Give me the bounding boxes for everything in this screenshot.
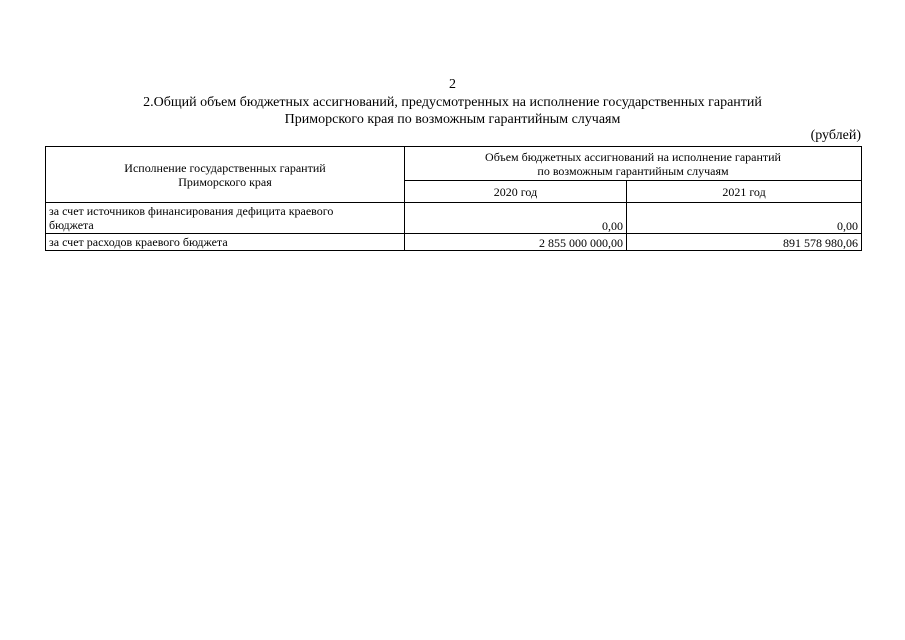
document-title-line-1: 2.Общий объем бюджетных ассигнований, предусмотренных на исполнение государственных гарантий — [143, 95, 762, 110]
header-allocations-volume — [405, 147, 862, 181]
row-value-2020: 2 855 000 000,00 — [405, 234, 627, 251]
row-label-budget-expenses: за счет расходов краевого бюджета — [46, 234, 405, 251]
table-row — [46, 203, 862, 234]
table-row — [46, 234, 862, 251]
header-year-2021: 2021 год — [627, 181, 862, 203]
row-value-2021: 891 578 980,06 — [627, 234, 862, 251]
row-label-line-1: за счет источников финансирования дефицита краевого — [49, 204, 334, 218]
table-header-row — [46, 147, 862, 181]
page-number: 2 — [449, 77, 456, 92]
header-guarantees-execution-line-2: Приморского края — [178, 174, 272, 189]
header-allocations-volume-line-2: по возможным гарантийным случаям — [537, 163, 729, 178]
header-year-2020: 2020 год — [405, 181, 627, 203]
document-title-line-2: Приморского края по возможным гарантийным случаям — [284, 112, 621, 127]
row-value-2021: 0,00 — [627, 203, 862, 234]
guarantees-table — [45, 146, 862, 251]
row-value-2020: 0,00 — [405, 203, 627, 234]
row-label-deficit-sources — [46, 203, 405, 234]
header-guarantees-execution — [46, 147, 405, 203]
unit-label: (рублей) — [810, 128, 861, 143]
header-guarantees-execution-line-1: Исполнение государственных гарантий — [124, 160, 326, 175]
document-title — [0, 94, 905, 128]
header-allocations-volume-line-1: Объем бюджетных ассигнований на исполнение гарантий — [485, 149, 781, 164]
row-label-line-2: бюджета — [49, 218, 94, 232]
